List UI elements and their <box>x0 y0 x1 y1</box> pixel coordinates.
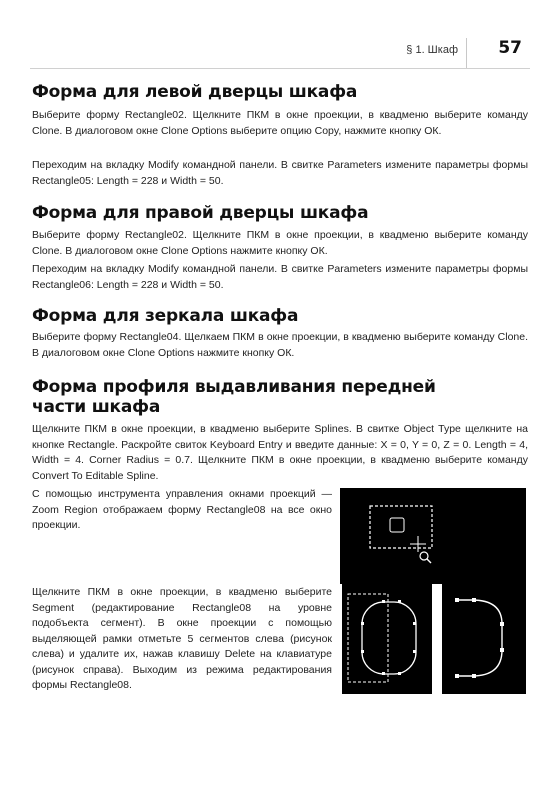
paragraph: Переходим на вкладку Modify командной панели. В свитке Parameters измените параметры формы Rectangle06: Length = 228 и Width = 50. <box>32 263 528 291</box>
zoom-region-figure <box>340 488 526 584</box>
vertex-markers <box>455 598 504 678</box>
paragraph: С помощью инструмента управления окнами проекций — Zoom Region отображаем форму Rectangle08 на все окно проекции. <box>32 488 332 531</box>
header-separator <box>466 38 467 68</box>
segments-selected-drawing <box>342 584 432 694</box>
segments-deleted-drawing <box>442 584 526 694</box>
zoom-cursor-icon <box>410 536 431 563</box>
section-title-left-door: Форма для левой дверцы шкафа <box>32 82 358 102</box>
section-title-profile: Форма профиля выдавливания передней части шкафа <box>32 377 436 417</box>
section-title-right-door: Форма для правой дверцы шкафа <box>32 203 369 223</box>
remaining-segment-shape <box>456 600 502 676</box>
selection-box <box>348 594 388 682</box>
zoom-selection-box <box>370 506 432 548</box>
running-head: § 1. Шкаф <box>406 44 458 56</box>
paragraph: Щелкните ПКМ в окне проекции, в квадменю выберите Splines. В свитке Object Type щелкните на кнопке Rectangle. Раскройте свиток Keyboard Entry и введите данные: X = 0, Y = 0, Z = 0. Length = 4, Width = 4. Corner Radius = 0.7. Щелкните ПКМ в окне проекции, в квадменю выберите команду Convert To Editable Spline. <box>32 423 528 482</box>
zoom-region-drawing <box>340 488 526 584</box>
rounded-rectangle-shape <box>362 602 416 674</box>
paragraph: Выберите форму Rectangle04. Щелкаем ПКМ в окне проекции, в квадменю выберите команду Clone. В диалоговом окне Clone Options нажмите кнопку ОК. <box>32 331 528 359</box>
header-rule <box>30 68 530 69</box>
paragraph: Выберите форму Rectangle02. Щелкните ПКМ в окне проекции, в квадменю выберите команду Clone. В диалоговом окне Clone Options нажмите кнопку ОК. <box>32 229 528 257</box>
paragraph: Переходим на вкладку Modify командной панели. В свитке Parameters измените параметры формы Rectangle05: Length = 228 и Width = 50. <box>32 159 528 187</box>
segments-deleted-figure <box>442 584 526 694</box>
page-number: 57 <box>498 38 522 58</box>
paragraph: Щелкните ПКМ в окне проекции, в квадменю выберите Segment (редактирование Rectangle08 на уровне подобъекта сегмент). В окне проекции с помощью выделяющей рамки отметьте 5 сегментов слева (рисунок слева) и удалите их, нажав клавишу Delete на клавиатуре (рисунок справа). Выходим из режима редактирования формы Rectangle08. <box>32 586 332 691</box>
small-rectangle-shape <box>390 518 404 532</box>
paragraph: Выберите форму Rectangle02. Щелкните ПКМ в окне проекции, в квадменю выберите команду Clone. В диалоговом окне Clone Options выберите опцию Copy, нажмите кнопку ОК. <box>32 109 528 137</box>
segments-selected-figure <box>342 584 432 694</box>
section-title-mirror: Форма для зеркала шкафа <box>32 306 299 326</box>
